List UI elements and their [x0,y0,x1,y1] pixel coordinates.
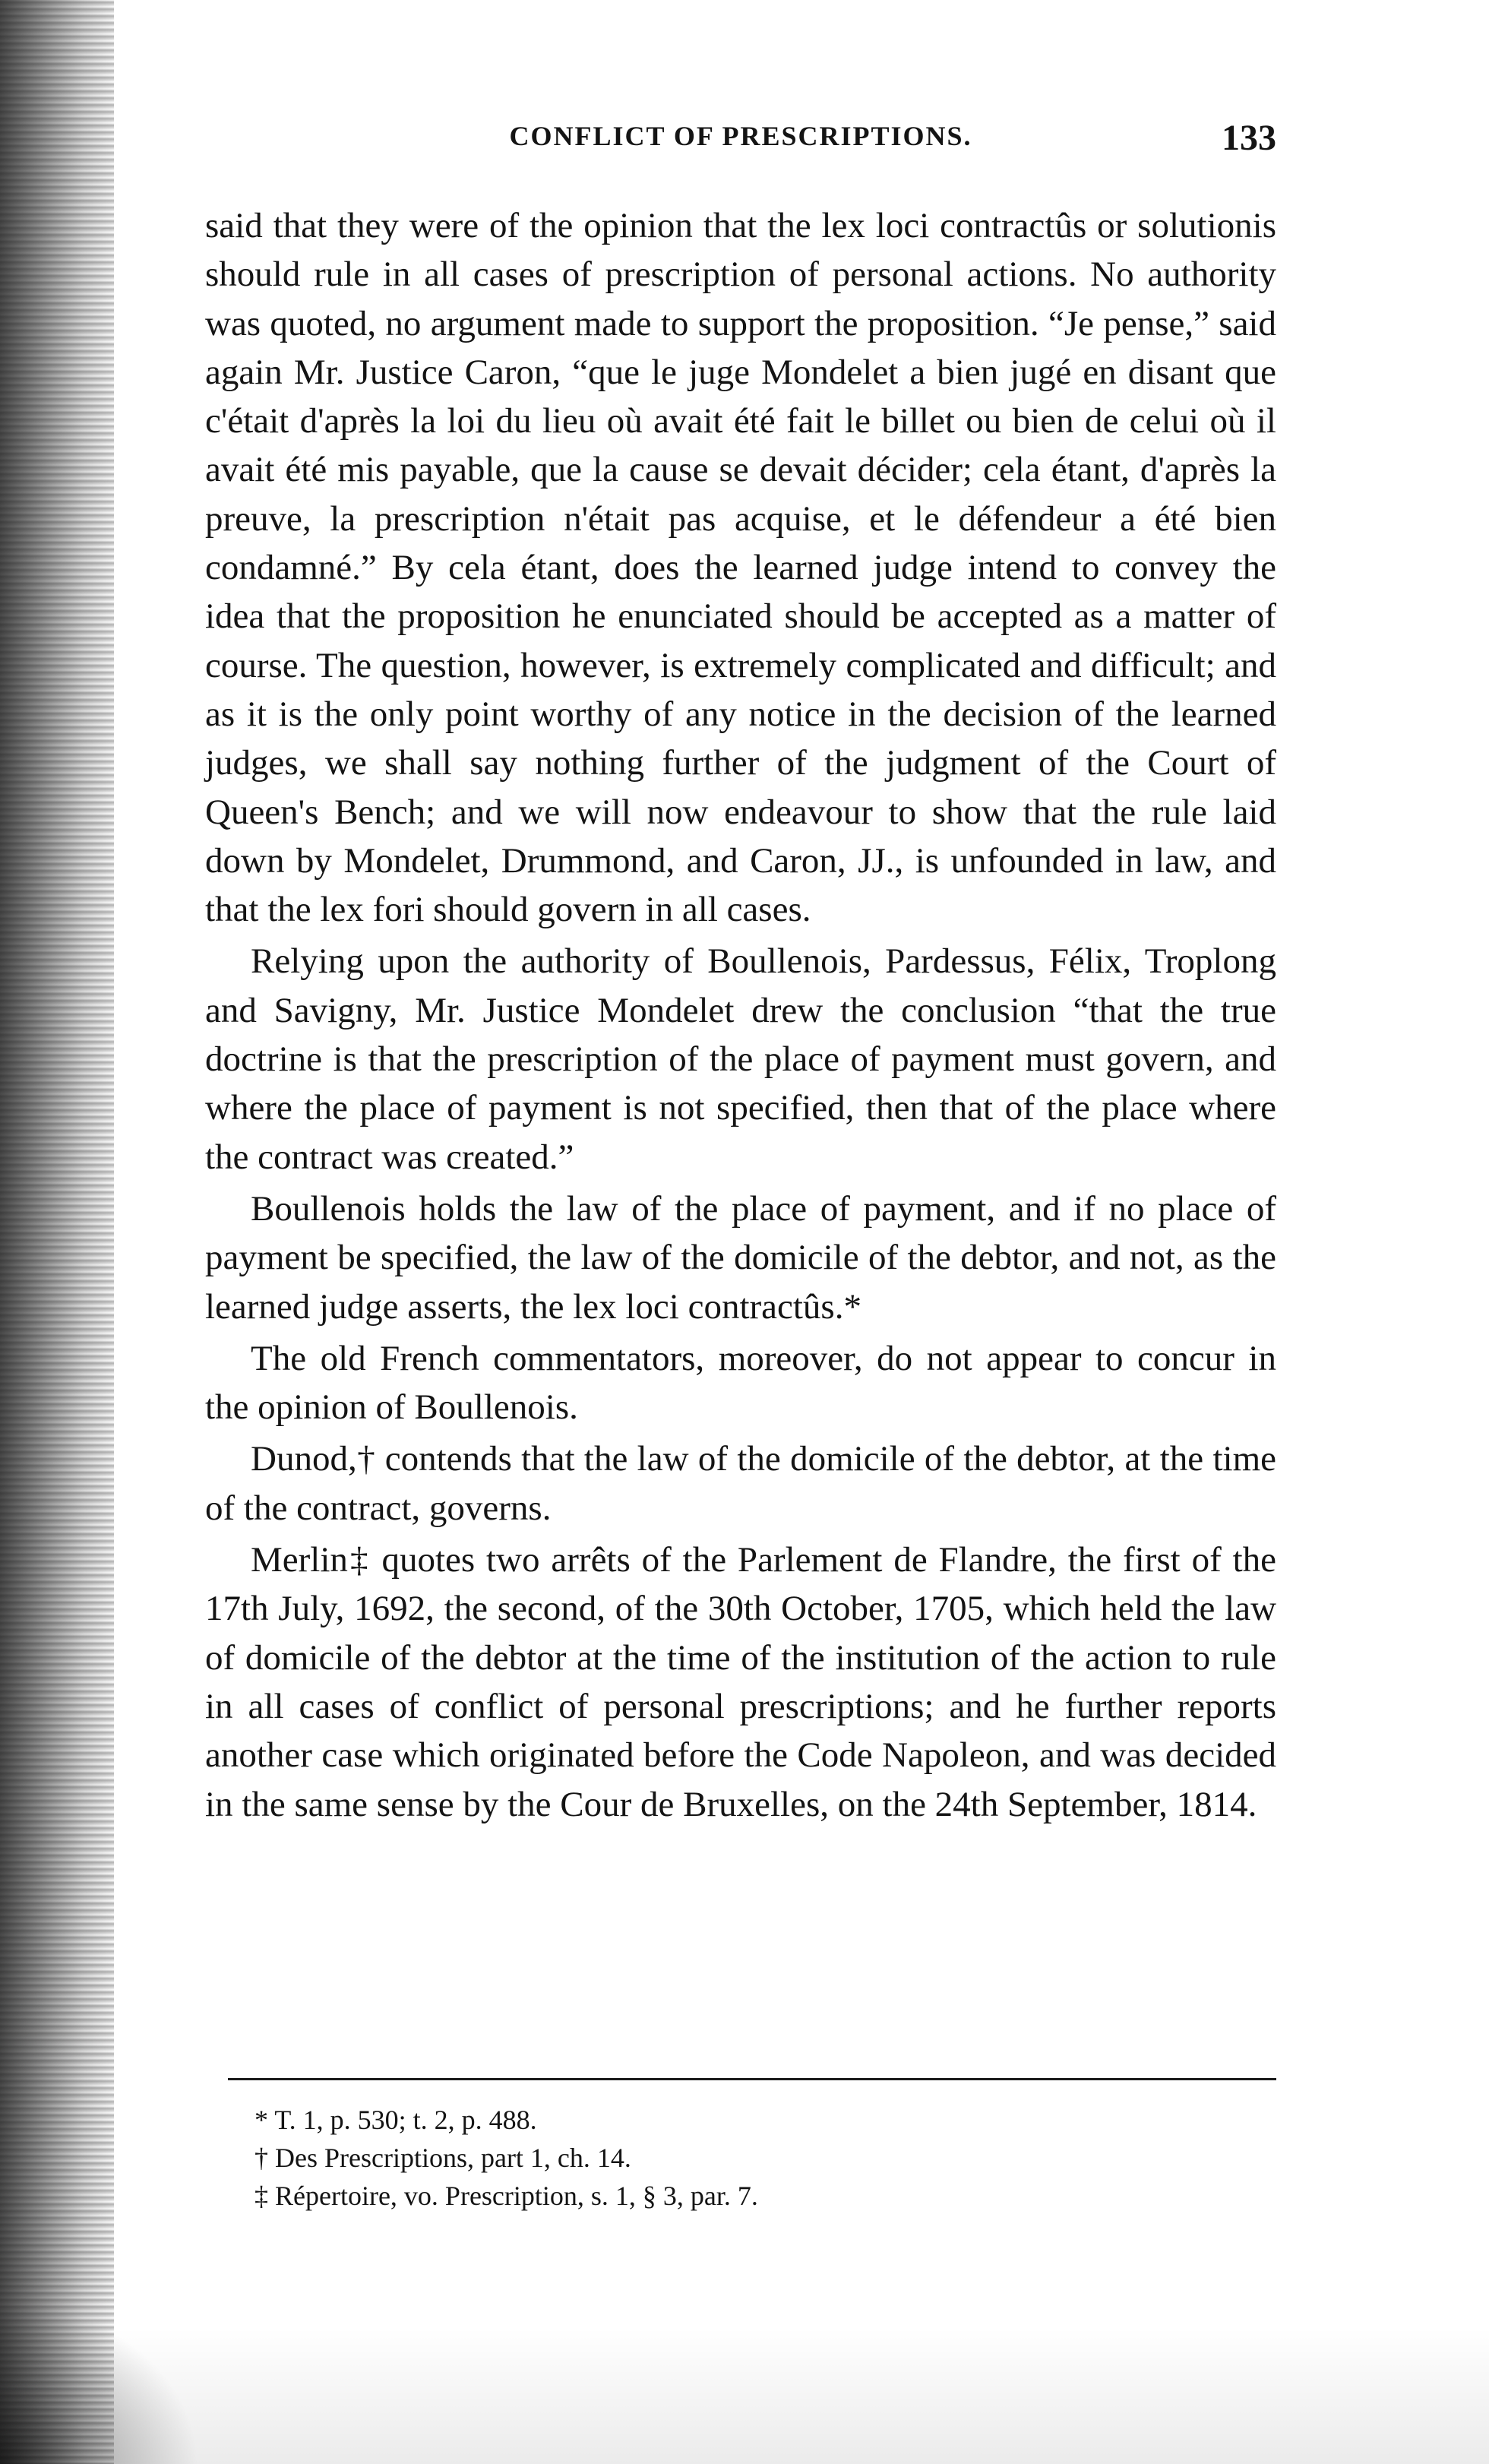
page-corner-shadow [0,2266,243,2464]
footnotes [254,2101,1242,2215]
paragraph-3: Boullenois holds the law of the place of payment, and if no place of payment be specified, the law of the domicile of the debtor, and not, as the learned judge asserts, the lex loci contractûs.* [205,1188,1276,1327]
page-number: 133 [1222,118,1276,158]
footnote-divider [228,2078,1276,2080]
footnote-3: ‡ Répertoire, vo. Prescription, s. 1, § 3, par. 7. [254,2181,758,2211]
paragraph-2: Relying upon the authority of Boullenois, Pardessus, Félix, Troplong and Savigny, Mr. Justice Mondelet drew the conclusion “that the true doctrine is that the prescription of the place of payment must govern, and where the place of payment is not specified, then that of the place where the contract was created.” [205,941,1276,1177]
running-head: CONFLICT OF PRESCRIPTIONS. [509,121,972,151]
footnote-2: † Des Prescriptions, part 1, ch. 14. [254,2143,631,2173]
paragraph-4: The old French commentators, moreover, do not appear to concur in the opinion of Boullenois. [205,1338,1276,1428]
body-text [205,201,1276,1832]
footnote-1: * T. 1, p. 530; t. 2, p. 488. [254,2105,537,2135]
paragraph-6: Merlin‡ quotes two arrêts of the Parlement de Flandre, the first of the 17th July, 1692, the second, of the 30th October, 1705, which held the law of domicile of the debtor at the time of the institution of the action to rule in all cases of conflict of personal prescriptions; and he further reports another case which originated before the Code Napoleon, and was decided in the same sense by the Cour de Bruxelles, on the 24th September, 1814. [205,1540,1276,1824]
book-spine-shadow [0,0,114,2464]
paragraph-5: Dunod,† contends that the law of the domicile of the debtor, at the time of the contract, governs. [205,1439,1276,1528]
paragraph-1: said that they were of the opinion that the lex loci contractûs or solutionis should rule in all cases of prescription of personal actions. No authority was quoted, no argument made to support the proposition. “Je pense,” said again Mr. Justice Caron, “que le juge Mondelet a bien jugé en disant que c'était d'après la loi du lieu où avait été fait le billet ou bien de celui où il avait été mis payable, que la cause se devait décider; cela étant, d'après la preuve, la prescription n'était pas acquise, et le défendeur a été bien condamné.” By cela étant, does the learned judge intend to convey the idea that the proposition he enunciated should be accepted as a matter of course. The question, however, is extremely complicated and difficult; and as it is the only point worthy of any notice in the decision of the learned judges, we shall say nothing further of the judgment of the Court of Queen's Bench; and we will now endeavour to show that the rule laid down by Mondelet, Drummond, and Caron, JJ., is unfounded in law, and that the lex fori should govern in all cases. [205,206,1276,930]
page-header [205,120,1276,173]
